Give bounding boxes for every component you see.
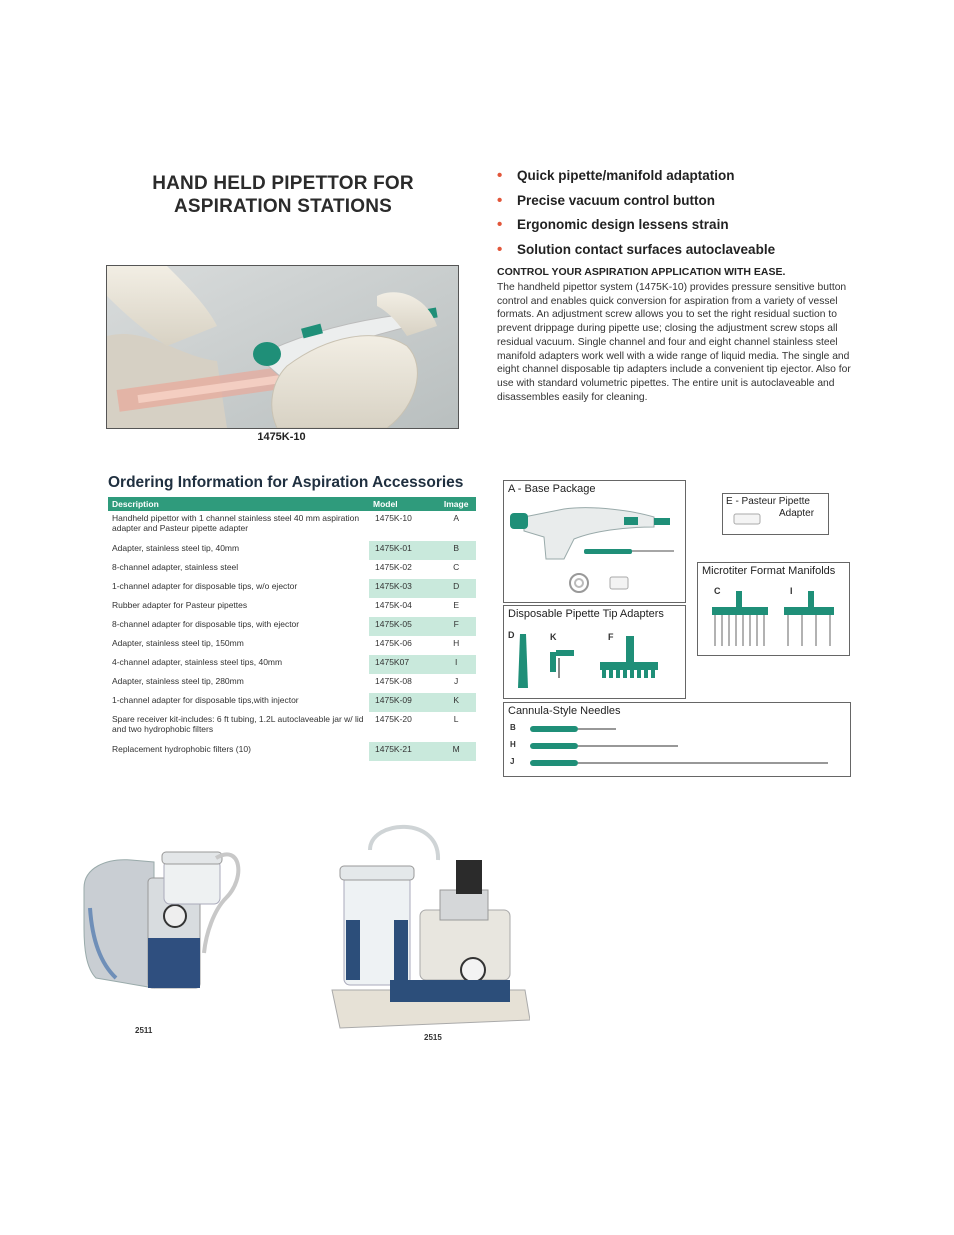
table-row: Spare receiver kit-includes: 6 ft tubing, 1.2L autoclaveable jar w/ lid and two hydrophobic filters 1475K-20 L (112, 714, 459, 734)
needle-j-label: J (510, 757, 515, 766)
header-model: Model (369, 497, 436, 511)
disposable-label: Disposable Pipette Tip Adapters (508, 608, 664, 620)
table-row: Replacement hydrophobic filters (10) 1475K-21 M (108, 742, 476, 761)
bullet-icon: • (497, 216, 503, 233)
table-row: 1-channel adapter for disposable tips, w/o ejector 1475K-03 D (108, 579, 476, 598)
table-row: 8-channel adapter for disposable tips, with ejector 1475K-05 F (108, 617, 476, 636)
ordering-title: Ordering Information for Aspiration Accessories (108, 474, 464, 491)
base-package-box (503, 480, 686, 603)
needles-illustration (504, 721, 850, 775)
header-image: Image (436, 497, 476, 511)
ordering-table (108, 497, 476, 761)
microtiter-box (697, 562, 850, 656)
pipettor-photo (106, 265, 459, 429)
table-row: Handheld pipettor with 1 channel stainless steel 40 mm aspiration adapter and Pasteur pipette adapter 1475K-10 A (112, 513, 459, 533)
photo-caption: 1475K-10 (257, 431, 306, 443)
feature-item: • Ergonomic design lessens strain (497, 216, 729, 233)
aspiration-station-2515-photo (330, 820, 530, 1030)
vacuum-pump-2511-photo (76, 838, 244, 990)
disposable-f-label: F (608, 632, 614, 642)
base-package-illustration (504, 497, 685, 601)
pasteur-label-line1: E - Pasteur Pipette (726, 496, 810, 507)
cannula-label: Cannula-Style Needles (508, 705, 621, 717)
manifolds-illustration (698, 591, 849, 653)
bullet-icon: • (497, 191, 503, 209)
cannula-needles-box (503, 702, 851, 777)
needle-b-label: B (510, 723, 516, 732)
title-line-2: ASPIRATION STATIONS (173, 196, 393, 217)
bullet-icon: • (497, 167, 503, 184)
bullet-icon: • (497, 240, 503, 258)
header-description: Description (108, 497, 369, 511)
control-body: The handheld pipettor system (1475K-10) provides pressure sensitive button control and enables quick conversion for aspiration from a variety of vessel formats. An adjustment screw allows you to set the right residual suction to prevent drippage during pipette use; closing the adjustment screw stops all residual vacuum. Single channel and four and eight channel stainless steel manifold adapters work well with a wide range of liquid media. The single and eight channel disposable tip adapters include a convenient tip ejector. Also for use with standard volumetric pipettes. The entire unit is autoclaveable and disassembles easily for cleaning. (497, 282, 851, 403)
table-row: Rubber adapter for Pasteur pipettes 1475K-04 E (112, 600, 459, 610)
feature-item: • Quick pipette/manifold adaptation (497, 167, 735, 184)
microtiter-i-label: I (790, 586, 793, 596)
microtiter-label: Microtiter Format Manifolds (702, 565, 836, 577)
feature-list (497, 166, 877, 264)
table-row: Adapter, stainless steel tip, 40mm 1475K-01 B (108, 541, 476, 560)
disposable-k-label: K (550, 632, 557, 642)
table-row: Adapter, stainless steel tip, 150mm 1475K-06 H (112, 638, 460, 648)
tip-adapters-illustration (504, 628, 685, 696)
needle-h-label: H (510, 740, 516, 749)
microtiter-c-label: C (714, 586, 721, 596)
base-package-label: A - Base Package (508, 483, 596, 495)
feature-item: • Solution contact surfaces autoclaveable (497, 240, 776, 258)
product-caption-2511: 2511 (135, 1026, 153, 1035)
control-heading: CONTROL YOUR ASPIRATION APPLICATION WITH EASE. (497, 266, 786, 278)
table-header-row (108, 497, 476, 511)
table-row: 8-channel adapter, stainless steel 1475K-02 C (112, 562, 460, 572)
pasteur-label-line2: Adapter (779, 508, 815, 519)
disposable-d-label: D (508, 630, 515, 640)
page-title (108, 172, 458, 218)
title-line-1: HAND HELD PIPETTOR FOR (152, 173, 414, 194)
pasteur-adapter-illustration (733, 512, 763, 526)
table-row: Adapter, stainless steel tip, 280mm 1475K-08 J (112, 676, 459, 686)
table-row: 1-channel adapter for disposable tips,with injector 1475K-09 K (108, 693, 476, 712)
product-caption-2515: 2515 (424, 1033, 442, 1042)
feature-item: • Precise vacuum control button (497, 191, 716, 209)
pasteur-adapter-box (722, 493, 829, 535)
table-row: 4-channel adapter, stainless steel tips, 40mm 1475K07 I (108, 655, 476, 674)
disposable-adapters-box (503, 605, 686, 699)
